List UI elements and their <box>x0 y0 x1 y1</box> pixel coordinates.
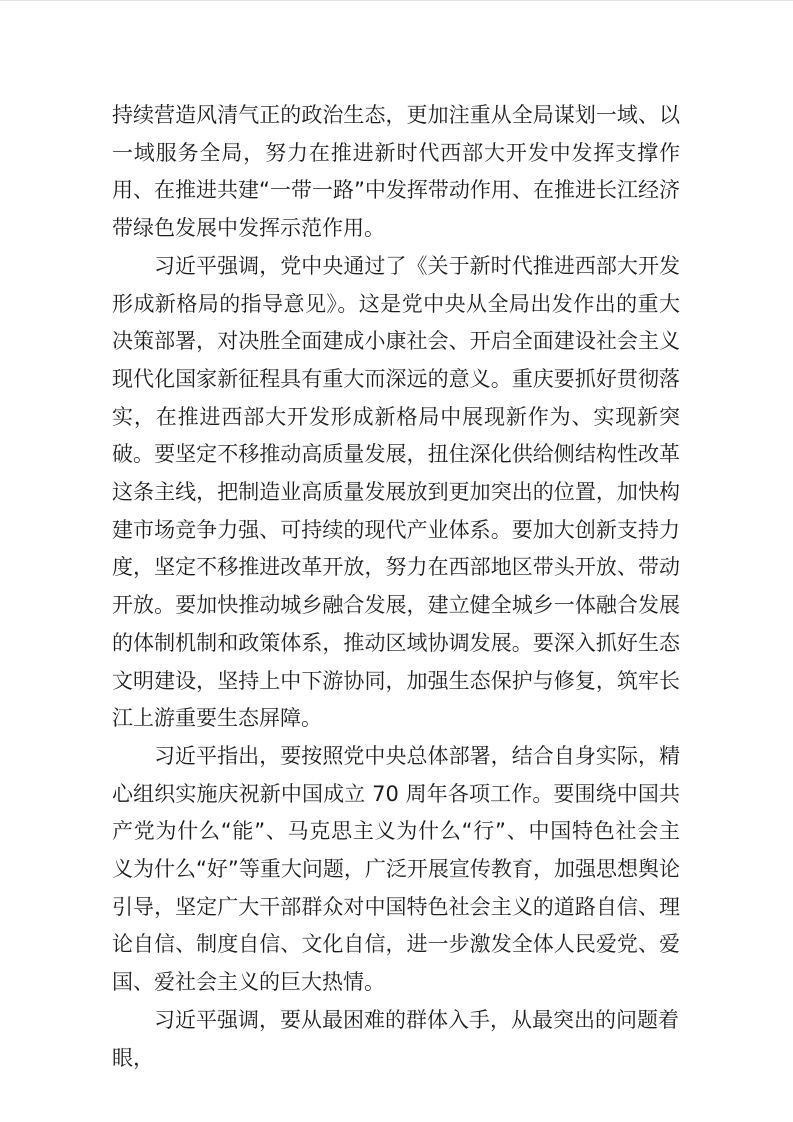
paragraph: 习近平指出，要按照党中央总体部署，结合自身实际，精心组织实施庆祝新中国成立 70 周年各项工作。要围绕中国共产党为什么“能”、马克思主义为什么“行”、中国特色社会主义为什么“好”等重大问题，广泛开展宣传教育，加强思想舆论引导，坚定广大干部群众对中国特色社会主义的道路自信、理论自信、制度自信、文化自信，进一步激发全体人民爱党、爱国、爱社会主义的巨大热情。 <box>112 743 680 995</box>
document-body <box>112 97 680 1077</box>
paragraph: 习近平强调，党中央通过了《关于新时代推进西部大开发形成新格局的指导意见》。这是党中央从全局出发作出的重大决策部署，对决胜全面建成小康社会、开启全面建设社会主义现代化国家新征程具有重大而深远的意义。重庆要抓好贯彻落实，在推进西部大开发形成新格局中展现新作为、实现新突破。要坚定不移推动高质量发展，扭住深化供给侧结构性改革这条主线，把制造业高质量发展放到更加突出的位置，加快构建市场竞争力强、可持续的现代产业体系。要加大创新支持力度，坚定不移推进改革开放，努力在西部地区带头开放、带动开放。要加快推动城乡融合发展，建立健全城乡一体融合发展的体制机制和政策体系，推动区域协调发展。要深入抓好生态文明建设，坚持上中下游协同，加强生态保护与修复，筑牢长江上游重要生态屏障。 <box>112 253 680 731</box>
paragraph: 习近平强调，要从最困难的群体入手，从最突出的问题着眼， <box>112 1007 679 1070</box>
paragraph: 持续营造风清气正的政治生态，更加注重从全局谋划一域、以一域服务全局，努力在推进新时代西部大开发中发挥支撑作用、在推进共建“一带一路”中发挥带动作用、在推进长江经济带绿色发展中发挥示范作用。 <box>112 103 680 241</box>
